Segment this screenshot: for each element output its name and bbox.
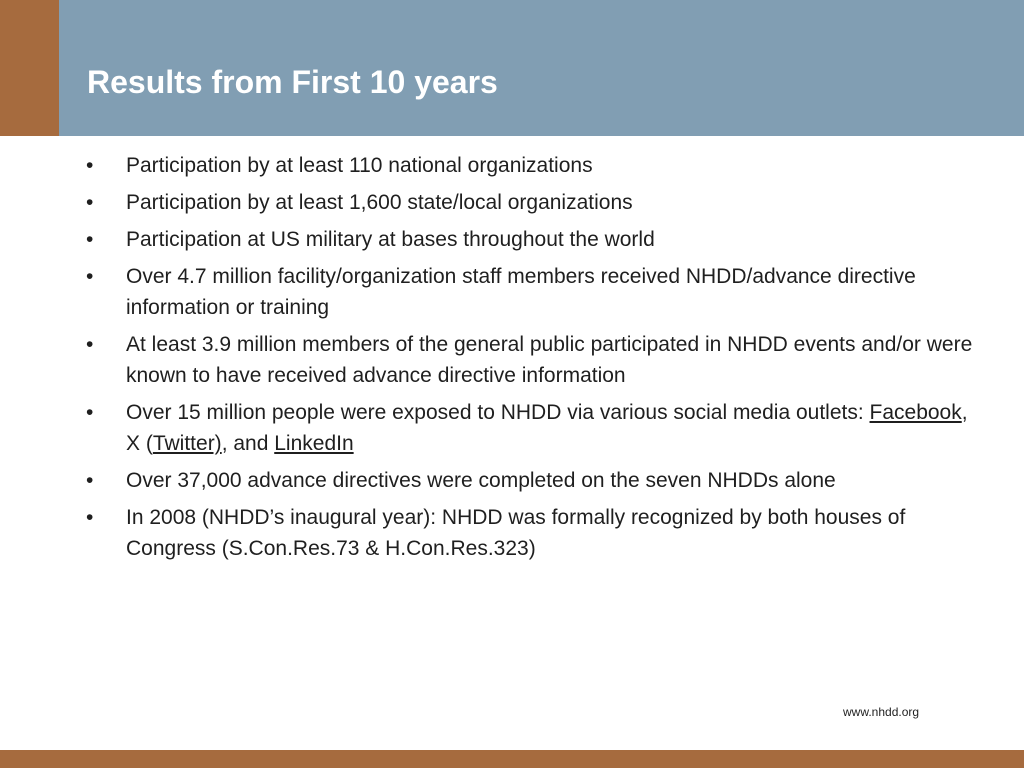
bullet-text: In 2008 (NHDD’s inaugural year): NHDD was formally recognized by both houses of Congress (S.Con.Res.73 & H.Con.Res.323) [126,506,906,560]
social-media-text: Over 15 million people were exposed to NHDD via various social media outlets: [126,401,870,424]
bullet-text: Participation at US military at bases throughout the world [126,228,655,251]
bullet-item [86,329,986,391]
bullet-marker: • [86,191,94,214]
bullet-marker: • [86,401,94,424]
bullet-text: Participation by at least 110 national organizations [126,154,593,177]
bullet-item [86,502,986,564]
bullet-item [86,261,986,323]
left-accent-block [0,0,59,136]
linkedin-link[interactable]: LinkedIn [274,432,354,455]
bullet-text: Over 37,000 advance directives were completed on the seven NHDDs alone [126,469,836,492]
bullet-marker: • [86,506,94,529]
bullet-item [86,150,986,181]
twitter-link[interactable]: Twitter) [152,432,222,455]
bullet-text: Over 4.7 million facility/organization staff members received NHDD/advance directive information or training [126,265,916,319]
bullet-text: Participation by at least 1,600 state/local organizations [126,191,633,214]
bottom-accent-band [0,750,1024,768]
bullet-item [86,187,986,218]
bullet-list [86,150,986,570]
bullet-marker: • [86,228,94,251]
bullet-text: At least 3.9 million members of the general public participated in NHDD events and/or were known to have received advance directive information [126,333,973,387]
social-media-separator: , and [221,432,275,455]
bullet-marker: • [86,333,94,356]
bullet-marker: • [86,265,94,288]
bullet-item [86,465,986,496]
bullet-text [126,401,968,455]
facebook-link[interactable]: Facebook [869,401,962,424]
social-media-separator: , X ( [126,401,968,455]
slide-title: Results from First 10 years [87,64,498,100]
bullet-marker: • [86,469,94,492]
footer-url: www.nhdd.org [843,705,920,719]
bullet-item-social-media [86,397,986,459]
bullet-marker: • [86,154,94,177]
bullet-item [86,224,986,255]
